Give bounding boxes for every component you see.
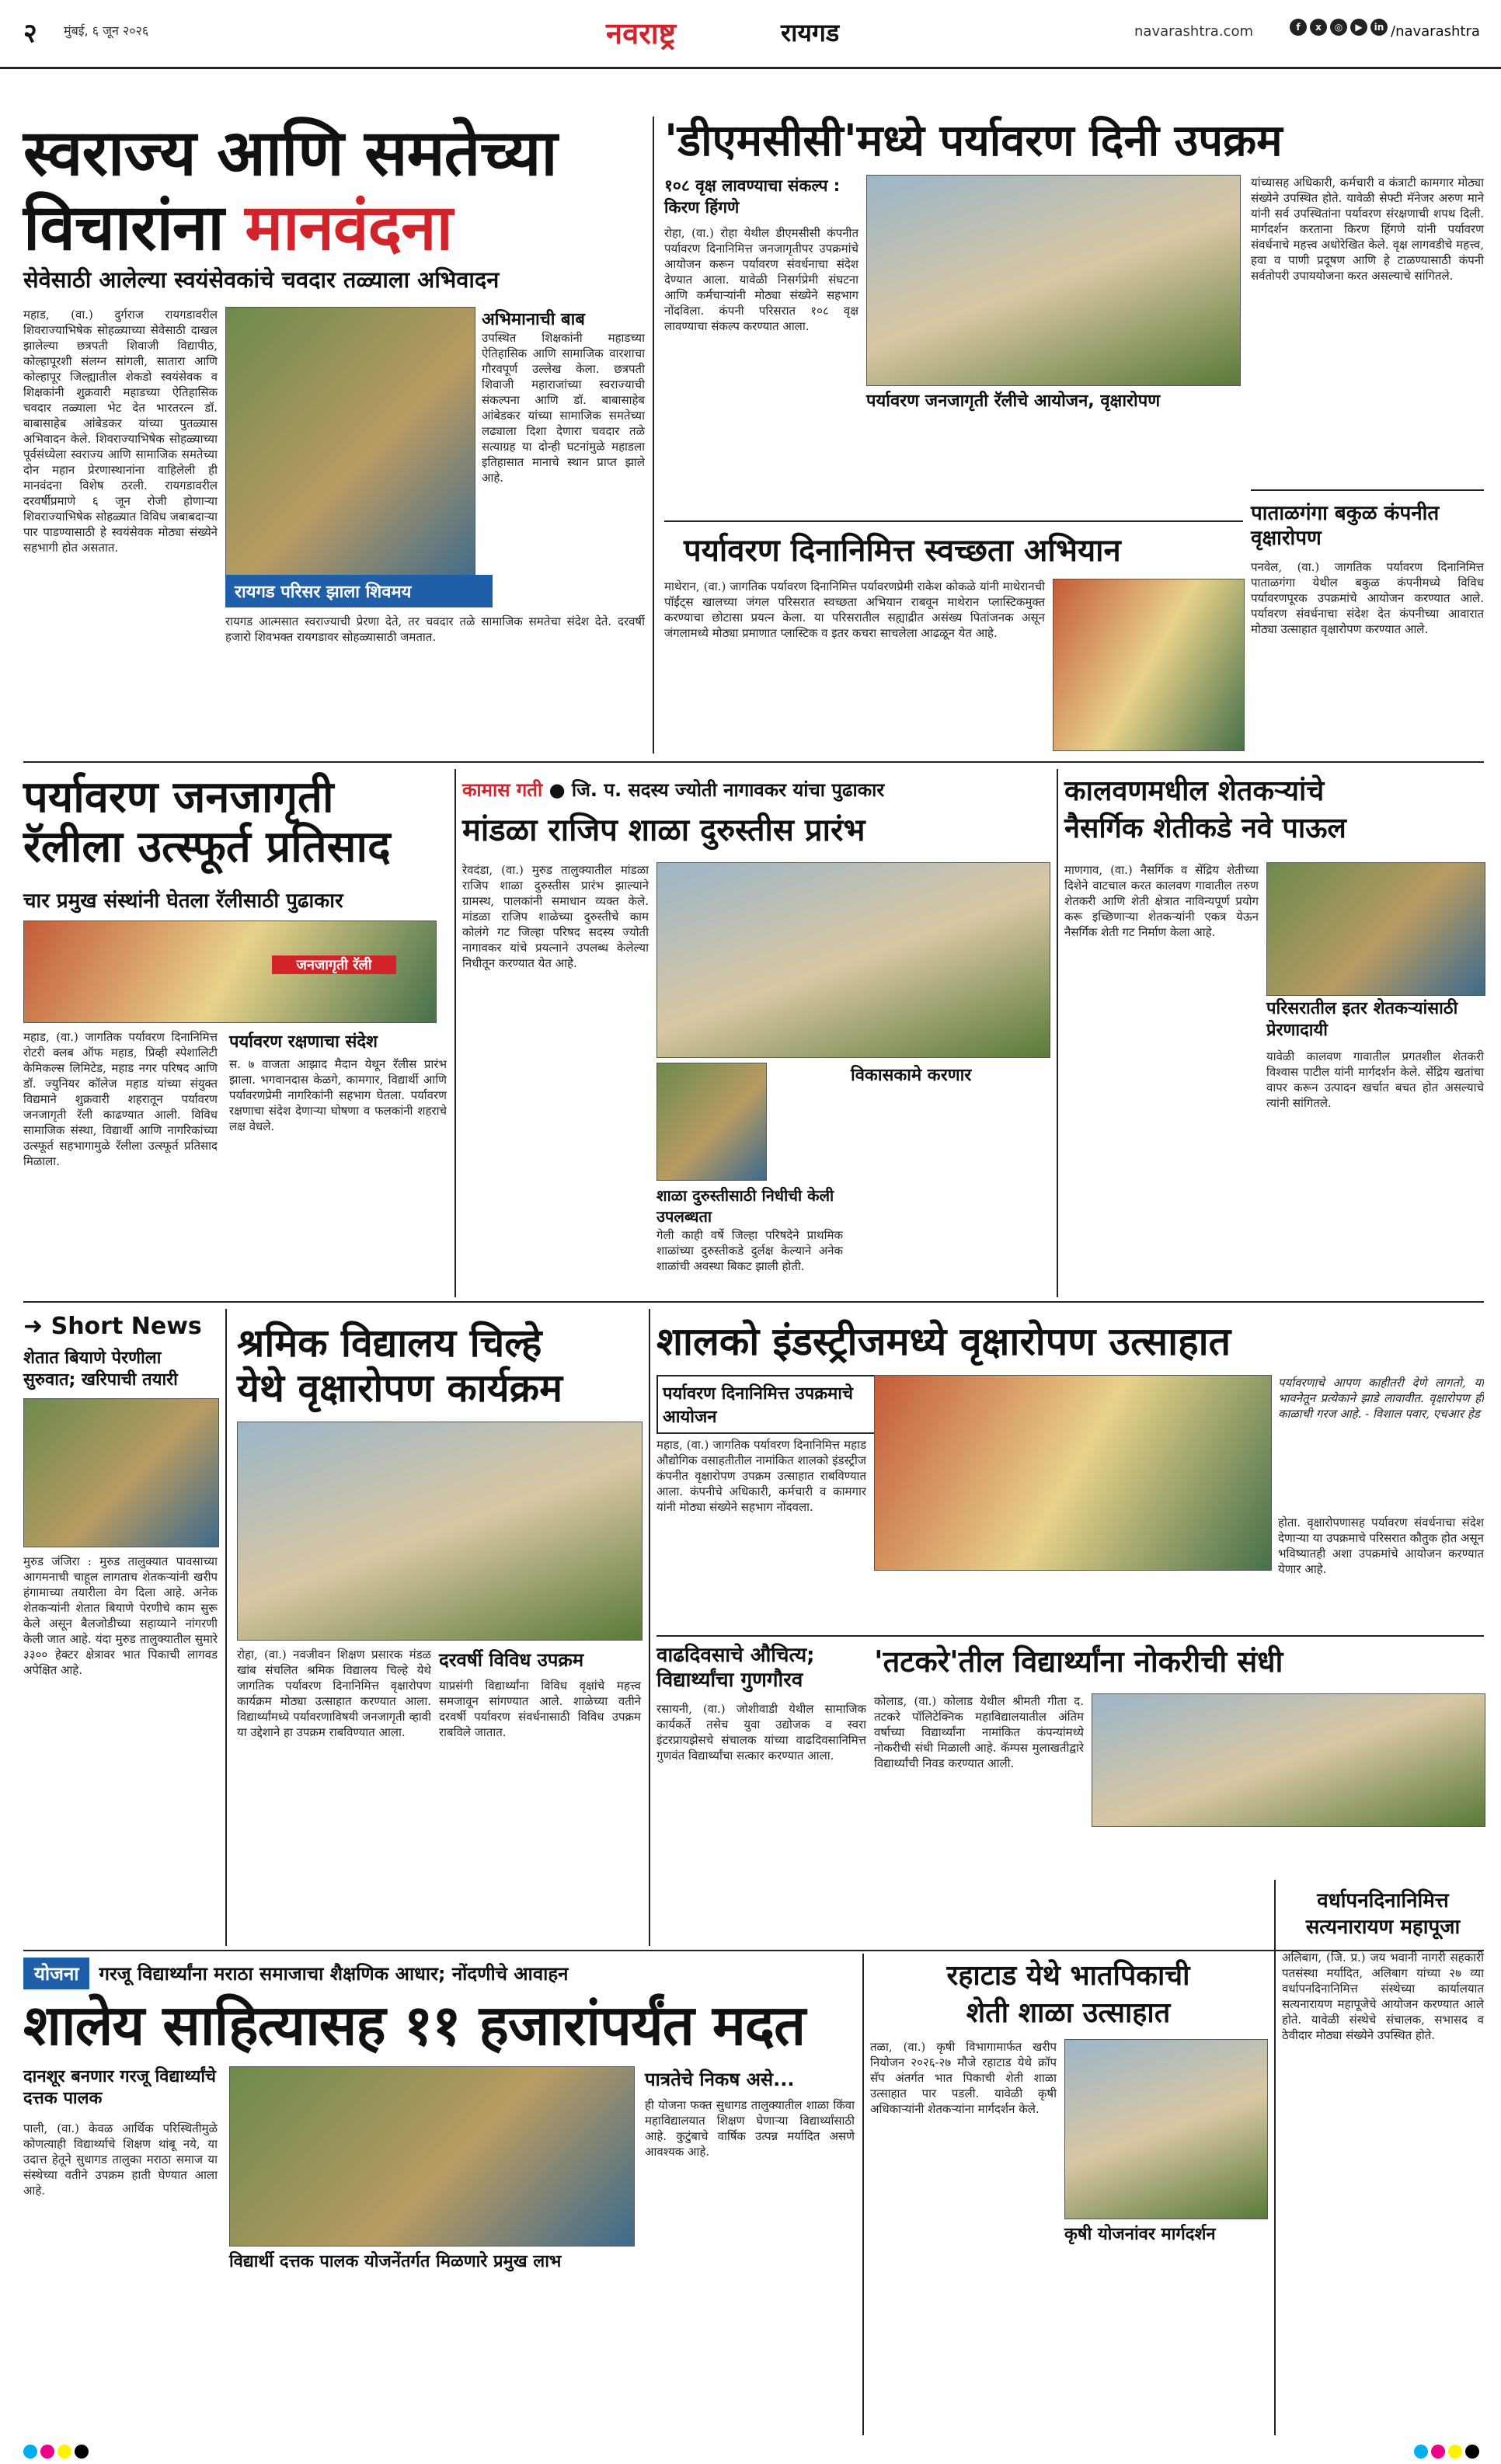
story9-quote: पर्यावरणाचे आपण काहीतरी देणे लागतो, या भावनेतून प्रत्येकाने झाडे लावावीत. वृक्षारोपण ही काळाची गरज आहे. - विशाल पवार, एचआर हेड: [1278, 1376, 1484, 1421]
headline-line: विचारांना: [23, 191, 246, 265]
masthead-logo: नवराष्ट्र: [606, 16, 676, 50]
story9-photo: [874, 1375, 1272, 1571]
story7-headline: [1064, 773, 1484, 847]
story8-headline: [237, 1321, 641, 1411]
headline-line: वर्धापनदिनानिमित्त: [1317, 1889, 1449, 1912]
headline-line: श्रमिक विद्यालय चिल्हे: [237, 1321, 542, 1366]
cyan-dot: [23, 2445, 37, 2459]
story4-headline: पाताळगंगा बकुळ कंपनीत वृक्षारोपण: [1251, 502, 1440, 550]
headline-line: रॅलीला उत्स्फूर्त प्रतिसाद: [23, 822, 391, 872]
print-registration-marks: [0, 2439, 1501, 2464]
story8-body: रोहा, (वा.) नवजीवन शिक्षण प्रसारक मंडळ खांब संचलित श्रमिक विद्यालय चिल्हे येथे जागतिक पर्यावरण दिनानिमित्त वृक्षारोपण कार्यक्रम मोठ्या उत्साहात करण्यात आला. विद्यार्थ्यांमध्ये पर्यावरणाविषयी जनजागृती व्हावी या उद्देशाने हा उपक्रम राबविण्यात आला.: [237, 1648, 431, 1739]
edition-date: मुंबई, ६ जून २०२६: [64, 23, 149, 38]
column-divider: [649, 1309, 650, 1946]
column-divider: [1274, 1880, 1276, 2435]
story10-body: रसायनी, (वा.) जोशीवाडी येथील सामाजिक कार्यकर्ते तसेच युवा उद्योजक व स्वरा इंटरप्रायझेसचे संचालक यांच्या वाढदिवसानिमित्त गुणवंत विद्यार्थ्यांचा सत्कार करण्यात आला.: [656, 1702, 866, 1763]
story8-side-head: दरवर्षी विविध उपक्रम: [439, 1649, 584, 1671]
story7-side-head: परिसरातील इतर शेतकऱ्यांसाठी प्रेरणादायी: [1266, 999, 1458, 1040]
story6-body: रेवदंडा, (वा.) मुरुड तालुक्यातील मांडळा राजिप शाळा दुरुस्तीस प्रारंभ झाल्याने ग्रामस्थ, पालकांनी समाधान व्यक्त केले. मांडळा राजिप शाळेच्या दुरुस्तीचे काम कोलंगे गट जिल्हा परिषद सदस्य ज्योती नागावकर यांचे प्रयत्नाने उपलब्ध केलेल्या निधीतून करण्यात येत आहे.: [462, 863, 649, 970]
story6-body2: गेली काही वर्षे जिल्हा परिषदेने प्राथमिक शाळांच्या दुरुस्तीकडे दुर्लक्ष केल्याने अनेक शाळांची अवस्था बिकट झाली होती.: [656, 1228, 843, 1273]
story11-headline: 'तटकरे'तील विद्यार्थ्यांना नोकरीची संधी: [874, 1644, 1283, 1679]
story5-headline: [23, 773, 458, 872]
story3-headline: पर्यावरण दिनानिमित्त स्वच्छता अभियान: [684, 533, 1121, 569]
story3-body: माथेरान, (वा.) जागतिक पर्यावरण दिनानिमित्त पर्यावरणप्रेमी राकेश कोकळे यांनी माथेरानची पॉईंट्स खालच्या जंगल परिसरात स्वच्छता अभियान राबवून माथेरान प्लास्टिकमुक्त करण्याचा छोटासा प्रयत्न केला. या परिसरातील सह्याद्रीत असंख्य पितांजनक असून जंगलामध्ये मोठ्या प्रमाणात प्लास्टिक व इतर कचरा साचलेला आढळून येत आहे.: [664, 579, 1045, 640]
black-dot: [1465, 2445, 1479, 2459]
column-divider: [454, 769, 456, 1297]
story5-banner: जनजागृती रॅली: [272, 955, 396, 974]
story12-photo: [229, 2066, 635, 2246]
story12-strap-row: [23, 1958, 855, 1989]
linkedin-icon[interactable]: in: [1370, 19, 1388, 36]
story11-photo: [1092, 1693, 1485, 1827]
story2-kicker: १०८ वृक्ष लावण्याचा संकल्प : किरण हिंगणे: [664, 176, 841, 217]
magenta-dot: [40, 2445, 54, 2459]
story12-caption: विद्यार्थी दत्तक पालक योजनेंतर्गत मिळणारे प्रमुख लाभ: [229, 2252, 562, 2271]
story12-deck: दानशूर बनणार गरजू विद्यार्थ्यांचे दत्तक पालक: [23, 2067, 217, 2108]
story5-body: महाड, (वा.) जागतिक पर्यावरण दिनानिमित्त रोटरी क्लब ऑफ महाड, प्रिव्ही स्पेशालिटी केमिकल्स लिमिटेड, महाड नगर परिषद आणि डॉ. ज्युनियर कॉलेज महाड यांच्या संयुक्त विद्यमाने शुक्रवारी शहरातून पर्यावरण जनजागृती रॅली काढण्यात आली. विविध सामाजिक संस्था, विद्यार्थी आणि नागरिकांच्या उत्स्फूर्त सहभागामुळे रॅलीला उत्स्फूर्त प्रतिसाद मिळाला.: [23, 1030, 218, 1168]
black-dot: [75, 2445, 89, 2459]
story9-deck: पर्यावरण दिनानिमित्त उपक्रमाचे आयोजन: [656, 1375, 879, 1434]
divider: [1251, 489, 1484, 491]
x-icon[interactable]: x: [1310, 19, 1327, 36]
headline-line: येथे वृक्षारोपण कार्यक्रम: [237, 1366, 562, 1411]
arrow-icon: ➜: [23, 1313, 51, 1340]
story12-body: पाली, (वा.) केवळ आर्थिक परिस्थितीमुळे कोणत्याही विद्यार्थ्याचे शिक्षण थांबू नये, या उदात्त हेतूने सुधागड तालुका मराठा समाज या संस्थेच्या वतीने उपक्रम हाती घेण्यात आला आहे.: [23, 2121, 218, 2198]
instagram-icon[interactable]: ◎: [1330, 19, 1347, 36]
headline-line: वाढदिवसाचे औचित्य;: [656, 1644, 815, 1667]
story13-headline: [870, 1958, 1266, 2032]
story6-kicker-row: कामास गती ● जि. प. सदस्य ज्योती नागावकर यांचा पुढाकार: [462, 779, 885, 801]
story2-photo: [866, 175, 1241, 386]
magenta-dot: [1431, 2445, 1445, 2459]
headline-line: स्वराज्य आणि समतेच्या: [23, 117, 557, 190]
headline-line: विद्यार्थ्यांचा गुणगौरव: [656, 1669, 803, 1692]
story1-headline: [23, 117, 645, 266]
story5-side-body: स. ७ वाजता आझाद मैदान येथून रॅलीस प्रारंभ झाला. भगवानदास केळगे, कामगार, विद्यार्थी आणि पर्यावरणप्रेमी नागरिकांनी सहभाग घेतला. पर्यावरण रक्षणाचा संदेश देणाऱ्या घोषणा व फलकांनी शहराचे लक्ष वेधले.: [229, 1057, 447, 1133]
divider: [23, 761, 1484, 763]
divider: [656, 1635, 1484, 1637]
short-news-text: Short News: [50, 1313, 202, 1340]
story1-body: महाड, (वा.) दुर्गराज रायगडावरील शिवराज्याभिषेक सोहळ्याच्या सेवेसाठी दाखल झालेल्या छत्रपती शिवाजी विद्यापीठ, कोल्हापूरशी संलग्न सांगली, सातारा आणि कोल्हापूर जिल्ह्यातील शेकडो स्वयंसेवक व शिक्षकांनी शुक्रवारी महाडच्या ऐतिहासिक चवदार तळ्याला भेट देत भारतरत्न डॉ. बाबासाहेब आंबेडकर यांच्या पुतळ्यास अभिवादन केले. शिवराज्याभिषेक सोहळ्याच्या पूर्वसंध्येला स्वराज्य आणि सामाजिक समतेच्या दोन महान प्रेरणास्थानांना वाहिलेली ही मानवंदना विशेष ठरली. रायगडावरील दरवर्षीप्रमाणे ६ जून रोजी होणाऱ्या शिवराज्याभिषेक सोहळ्यात विविध जबाबदाऱ्या पार पाडण्यासाठी हे स्वयंसेवक मोठ्या संख्येने सहभागी होत असतात.: [23, 308, 218, 555]
headline-highlight: मानवंदना: [245, 191, 452, 265]
story3-photo: [1053, 579, 1245, 751]
short-news-photo: [23, 1398, 219, 1547]
story1-caption: रायगड परिसर झाला शिवमय: [225, 575, 493, 607]
social-handle: /navarashtra: [1391, 23, 1480, 40]
story1-side-head: अभिमानाची बाब: [482, 310, 585, 329]
story5-deck: चार प्रमुख संस्थांनी घेतला रॅलीसाठी पुढाकार: [23, 889, 343, 913]
headline-line: पर्यावरण जनजागृती: [23, 772, 334, 823]
story9-headline: शालको इंडस्ट्रीजमध्ये वृक्षारोपण उत्साहात: [656, 1319, 1231, 1364]
story2-caption: पर्यावरण जनजागृती रॅलीचे आयोजन, वृक्षारोपण: [866, 392, 1161, 411]
story12-side-body: ही योजना फक्त सुधागड तालुक्यातील शाळा किंवा महाविद्यालयात शिक्षण घेणाऱ्या विद्यार्थ्यांसाठी आहे. कुटुंबाचे वार्षिक उत्पन्न मर्यादित असणे आवश्यक आहे.: [645, 2098, 855, 2159]
story11-body: कोलाड, (वा.) कोलाड येथील श्रीमती गीता द. तटकरे पॉलिटेक्निक महाविद्यालयातील अंतिम वर्षाच्या विद्यार्थ्यांना नामांकित कंपन्यांमध्ये नोकरीची संधी मिळाली आहे. कॅम्पस मुलाखतीद्वारे विद्यार्थ्यांची निवड करण्यात आली.: [874, 1694, 1084, 1770]
story2-side: यांच्यासह अधिकारी, कर्मचारी व कंत्राटी कामगार मोठ्या संख्येने उपस्थित होते. यावेळी सेफ्टी मॅनेजर अरुण माने यांनी सर्व उपस्थितांना पर्यावरण संरक्षणाची शपथ दिली. मार्गदर्शन करताना किरण हिंगणे यांनी पर्यावरण संवर्धनाचे महत्त्व अधोरेखित केले. वृक्ष लागवडीचे महत्त्व, हवा व पाणी प्रदूषण आणि हे टाळण्यासाठी कंपनी सर्वतोपरी उपाययोजना करत असल्याचे सांगितले.: [1251, 176, 1484, 283]
story12-headline: शालेय साहित्यासह ११ हजारांपर्यंत मदत: [23, 1992, 806, 2058]
column-divider: [1057, 769, 1058, 1297]
divider: [664, 520, 1243, 522]
youtube-icon[interactable]: ▶: [1350, 19, 1367, 36]
story8-side-body: याप्रसंगी विद्यार्थ्यांना विविध वृक्षांचे महत्त्व समजावून सांगण्यात आले. शाळेच्या वतीने दरवर्षी पर्यावरण संवर्धनासाठी विविध उपक्रम राबविले जातात.: [439, 1679, 641, 1739]
story12-tag: योजना: [23, 1958, 89, 1989]
site-url[interactable]: navarashtra.com: [1134, 23, 1253, 40]
divider: [23, 1950, 1484, 1951]
story5-side-head: पर्यावरण रक्षणाचा संदेश: [229, 1032, 378, 1052]
headline-line: कालवणमधील शेतकऱ्यांचे: [1064, 775, 1325, 807]
story1-side-body: उपस्थित शिक्षकांनी महाडच्या ऐतिहासिक आणि सामाजिक वारशाचा गौरवपूर्ण उल्लेख केला. छत्रपती शिवाजी महाराजांच्या स्वराज्याची संकल्पना आणि डॉ. बाबासाहेब आंबेडकर यांच्या सामाजिक समतेच्या लढ्याला दिशा देणारा चवदार तळे सत्याग्रह या दोन्ही घटनांमुळे महाडला इतिहासात मानाचे स्थान प्राप्त झाले आहे.: [482, 331, 645, 485]
page-header: [0, 0, 1501, 69]
cyan-dot: [1414, 2445, 1428, 2459]
story6-caption2: विकासकामे करणार: [851, 1066, 972, 1085]
story14-headline: [1282, 1888, 1484, 1940]
facebook-icon[interactable]: f: [1290, 19, 1307, 36]
story8-photo: [237, 1422, 643, 1641]
short-news-body: मुरुड जंजिरा : मुरुड तालुक्यात पावसाच्या आगमनाची चाहूल लागताच शेतकऱ्यांनी खरीप हंगामाच्या तयारीला वेग दिला आहे. अनेक शेतकऱ्यांनी शेतात बियाणे पेरणीचे काम सुरू केले असून बैलजोडीच्या सहाय्याने नांगरणी केली जात आहे. यंदा मुरुड तालुक्यातील सुमारे ३३०० हेक्टर क्षेत्रावर भात पिकाची लागवड अपेक्षित आहे.: [23, 1554, 218, 1677]
story14-body: अलिबाग, (जि. प्र.) जय भवानी नागरी सहकारी पतसंस्था मर्यादित, अलिबाग यांच्या २७ व्या वर्धापनदिनानिमित्त संस्थेच्या कार्यालयात सत्यनारायण महापूजेचे आयोजन करण्यात आले होते. यावेळी संस्थेचे संचालक, सभासद व ठेवीदार मोठ्या संख्येने उपस्थित होते.: [1282, 1951, 1484, 2042]
story12-strap: गरजू विद्यार्थ्यांना मराठा समाजाचा शैक्षणिक आधार; नोंदणीचे आवाहन: [99, 1962, 569, 1985]
story2-body: रोहा, (वा.) रोहा येथील डीएमसीसी कंपनीत पर्यावरण दिनानिमित्त जनजागृतीपर उपक्रमांचे आयोजन करून पर्यावरण संवर्धनाचा संदेश देण्यात आला. यावेळी निसर्गप्रेमी संघटना आणि कर्मचाऱ्यांनी मोठ्या संख्येने सहभाग नोंदविला. कंपनी परिसरात १०८ वृक्ष लावण्याचा संकल्प करण्यात आला.: [664, 226, 858, 333]
story7-side-body: यावेळी कालवण गावातील प्रगतशील शेतकरी विश्वास पाटील यांनी मार्गदर्शन केले. सेंद्रिय खतांचा वापर करून उत्पादन खर्चात बचत होत असल्याचे त्यांनी सांगितले.: [1266, 1049, 1484, 1110]
story9-body: महाड, (वा.) जागतिक पर्यावरण दिनानिमित्त महाड औद्योगिक वसाहतीतील नामांकित शालको इंडस्ट्रीज कंपनीत वृक्षारोपण उपक्रम उत्साहात राबविण्यात आला. कंपनीचे अधिकारी, कर्मचारी व कामगार यांनी मोठ्या संख्येने सहभाग नोंदवला.: [656, 1438, 866, 1514]
story6-caption1: शाळा दुरुस्तीसाठी निधीची केली उपलब्धता: [656, 1186, 834, 1226]
story2-headline: 'डीएमसीसी'मध्ये पर्यावरण दिनी उपक्रम: [664, 116, 1283, 166]
column-divider: [653, 117, 654, 753]
story13-body: तळा, (वा.) कृषी विभागामार्फत खरीप नियोजन २०२६-२७ मौजे रहाटाड येथे क्रॉप सॅप अंतर्गत भात पिकाची शेती शाळा उत्साहात पार पडली. यावेळी कृषी अधिकाऱ्यांनी शेतकऱ्यांना मार्गदर्शन केले.: [870, 2040, 1057, 2116]
headline-line: रहाटाड येथे भातपिकाची: [946, 1960, 1190, 1992]
headline-line: शेती शाळा उत्साहात: [966, 1997, 1171, 2029]
divider: [23, 1301, 1484, 1303]
headline-line: नैसर्गिक शेतीकडे नवे पाऊल: [1064, 813, 1346, 844]
story6-photo: [656, 862, 1050, 1058]
story6-photo2: [656, 1063, 767, 1181]
section-name: रायगड: [781, 18, 840, 47]
yellow-dot: [1448, 2445, 1462, 2459]
story4-body: पनवेल, (वा.) जागतिक पर्यावरण दिनानिमित्त पाताळगंगा येथील बकुळ कंपनीमध्ये विविध पर्यावरणपूरक उपक्रमांचे आयोजन करण्यात आले. पर्यावरण संवर्धनाचा संदेश देत कंपनीच्या आवारात मोठ्या उत्साहात वृक्षारोपण करण्यात आले.: [1251, 560, 1484, 636]
story1-photo: [225, 307, 475, 588]
story1-deck: सेवेसाठी आलेल्या स्वयंसेवकांचे चवदार तळ्याला अभिवादन: [23, 266, 500, 293]
page-number: २: [23, 18, 37, 49]
yellow-dot: [57, 2445, 71, 2459]
short-news-label: [23, 1313, 218, 1340]
story10-headline: [656, 1643, 866, 1693]
story7-body: माणगाव, (वा.) नैसर्गिक व सेंद्रिय शेतीच्या दिशेने वाटचाल करत कालवण गावातील तरुण शेतकरी आणि शेती क्षेत्रात नाविन्यपूर्ण प्रयोग करू इच्छिणाऱ्या शेतकऱ्यांनी एकत्र येऊन नैसर्गिक शेती गट निर्माण केला आहे.: [1064, 863, 1259, 939]
story6-kicker: कामास गती: [462, 779, 543, 801]
column-divider: [862, 1954, 864, 2435]
social-icons: [1290, 19, 1388, 36]
story1-bullets: रायगड आत्मसात स्वराज्याची प्रेरणा देते, तर चवदार तळे सामाजिक समतेचा संदेश देते. दरवर्षी हजारो शिवभक्त रायगडावर सोहळ्यासाठी जमतात.: [225, 614, 645, 644]
story9-body2: होता. वृक्षारोपणासह पर्यावरण संवर्धनाचा संदेश देणाऱ्या या उपक्रमाचे परिसरात कौतुक होत असून भविष्यातही अशा उपक्रमांचे आयोजन करण्यात येणार आहे.: [1278, 1516, 1484, 1576]
story12-side-head: पात्रतेचे निकष असे...: [645, 2069, 795, 2090]
short-news-title: शेतात बियाणे पेरणीला सुरुवात; खरिपाची तयारी: [23, 1349, 178, 1390]
story13-photo: [1064, 2039, 1268, 2219]
story6-kicker2: जि. प. सदस्य ज्योती नागावकर यांचा पुढाकार: [571, 779, 885, 801]
story6-headline: मांडळा राजिप शाळा दुरुस्तीस प्रारंभ: [462, 813, 865, 848]
story13-caption: कृषी योजनांवर मार्गदर्शन: [1064, 2225, 1216, 2244]
column-divider: [225, 1309, 227, 1946]
story7-photo: [1266, 862, 1485, 996]
headline-line: सत्यनारायण महापूजा: [1305, 1916, 1461, 1939]
